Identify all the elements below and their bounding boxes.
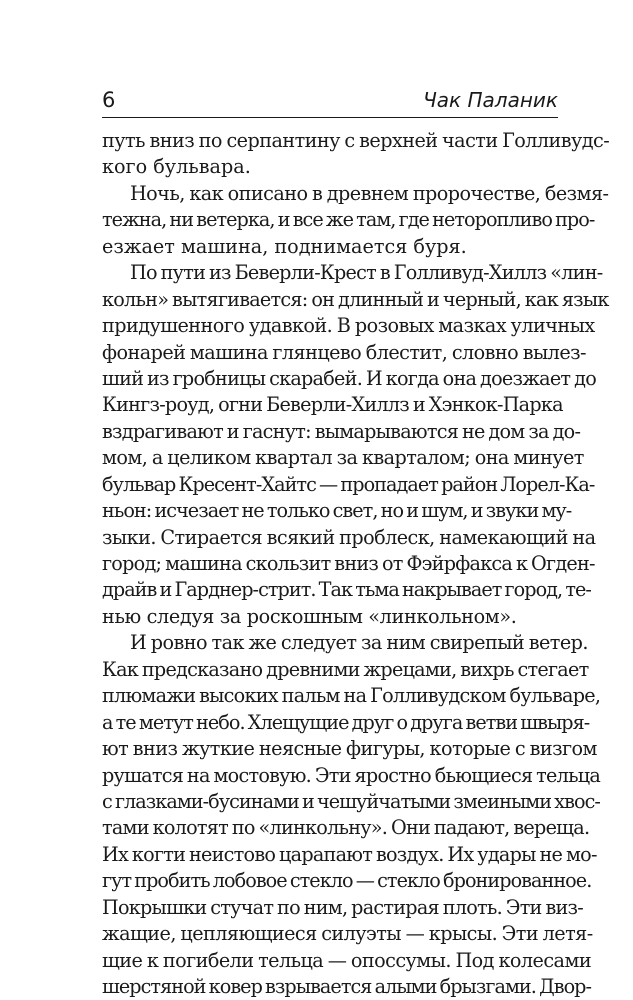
text-line: щие к погибели тельца — опоссумы. Под колесами [102,948,592,972]
running-head-author: Чак Паланик [423,88,558,112]
text-line: Ночь, как описано в древнем пророчестве, безмя- [130,181,609,205]
body-text [102,128,610,1000]
text-line: ют вниз жуткие неясные фигуры, которые с визгом [102,737,597,761]
text-line: езжает машина, поднимается буря. [102,234,467,258]
text-line: тежна, ни ветерка, и все же там, где неторопливо про- [102,208,595,232]
page-number: 6 [102,88,116,112]
text-line: придушенного удавкой. В розовых мазках уличных [102,314,595,338]
text-line: плюмажи высоких пальм на Голливудском бульваре, [102,684,601,708]
text-line: нью следуя за роскошным «линкольном». [102,604,517,628]
text-line: тами колотят по «линкольну». Они падают, вереща. [102,816,590,840]
text-line: город; машина скользит вниз от Фэйрфакса к Огден- [102,552,595,575]
text-line: Как предсказано древними жрецами, вихрь стегает [102,657,589,681]
text-line: кого бульвара. [102,155,251,179]
text-line: мом, а целиком квартал за кварталом; она минует [102,446,584,470]
page-header [102,86,558,120]
text-line: Покрышки стучат по ним, растирая плоть. Эти виз- [102,895,583,919]
text-line: гут пробить лобовое стекло — стекло бронированное. [102,869,592,893]
text-line: а те метут небо. Хлещущие друг о друга ветви швыря- [102,710,590,734]
text-line: с глазками-бусинами и чешуйчатыми змеиными хвос- [102,789,600,813]
text-line: ший из гробницы скарабей. И когда она доезжает до [102,366,597,390]
text-line: драйв и Гарднер-стрит. Так тьма накрывает город, те- [102,578,591,602]
text-line: По пути из Беверли-Крест в Голливуд-Хиллз «лин- [130,261,603,285]
text-line: фонарей машина глянцево блестит, словно вылез- [102,340,586,364]
text-line: путь вниз по серпантину с верхней части Голливудс- [102,129,610,152]
text-line: жащие, цепляющиеся силуэты — крысы. Эти летя- [102,922,593,946]
text-line: рушатся на мостовую. Эти яростно бьющиеся тельца [102,763,601,787]
text-line: И ровно так же следует за ним свирепый ветер. [130,631,588,655]
header-rule [102,117,558,118]
text-line: Кингз-роуд, огни Беверли-Хиллз и Хэнкок-Парка [102,393,563,417]
text-line: зыки. Стирается всякий проблеск, намекающий на [102,525,596,549]
text-line: Их когти неистово царапают воздух. Их удары не мо- [102,842,597,866]
text-line: кольн» вытягивается: он длинный и черный, как язык [102,287,609,311]
text-line: ньон: исчезает не только свет, но и шум, и звуки му- [102,499,572,523]
text-line: бульвар Кресент-Хайтс — пропадает район Лорел-Ка- [102,472,595,496]
text-line: вздрагивают и гаснут: вымарываются не дом за до- [102,419,581,443]
text-line: шерстяной ковер взрывается алыми брызгами. Двор- [102,975,592,998]
